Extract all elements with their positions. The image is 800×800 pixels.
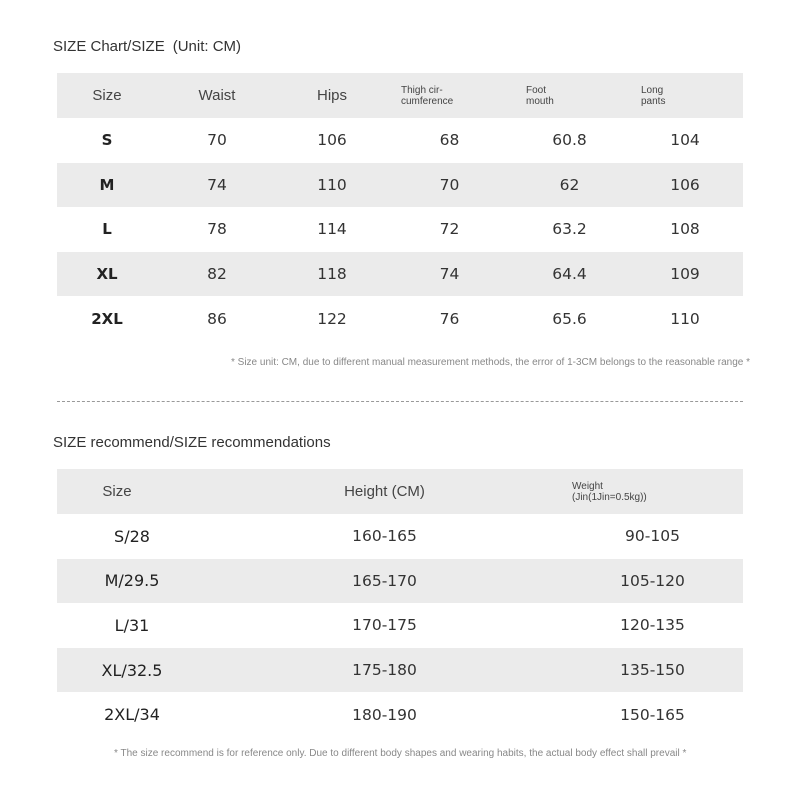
table-row xyxy=(57,252,743,297)
header-pants-label: Long pants xyxy=(641,84,666,107)
measurement-cell: 76 xyxy=(439,309,460,328)
header-thigh-label: Thigh cir- cumference xyxy=(401,84,454,107)
measurement-cell: 74 xyxy=(207,175,227,194)
measurement-cell: 78 xyxy=(207,220,227,239)
size-recommend-header-row xyxy=(57,469,743,514)
measurement-cell: 106 xyxy=(317,131,347,150)
weight-cell: 105-120 xyxy=(620,571,685,590)
size-recommend-title: SIZE recommend/SIZE recommendations xyxy=(53,434,331,451)
measurement-cell: 62 xyxy=(559,175,580,194)
table-row xyxy=(57,118,743,163)
header-size: Size xyxy=(92,87,122,104)
size-chart-note: * Size unit: CM, due to different manual measurement methods, the error of 1-3CM belongs to the reasonable range * xyxy=(231,357,750,368)
header-thigh-circumference xyxy=(387,73,512,118)
rec-header-height: Height (CM) xyxy=(344,483,425,500)
height-cell: 160-165 xyxy=(352,527,417,546)
table-row xyxy=(57,296,743,341)
measurement-cell: 106 xyxy=(670,175,700,194)
table-row xyxy=(57,648,743,693)
table-row xyxy=(57,514,743,559)
size-chart-header-row xyxy=(57,73,743,118)
table-row xyxy=(57,603,743,648)
height-cell: 180-190 xyxy=(352,705,417,724)
weight-cell: 135-150 xyxy=(620,661,685,680)
measurement-cell: 70 xyxy=(207,131,227,150)
size-cell: 2XL xyxy=(91,309,123,328)
measurement-cell: 82 xyxy=(207,265,227,284)
size-chart-table xyxy=(57,73,743,341)
weight-cell: 120-135 xyxy=(620,616,685,635)
recommend-size-cell: L/31 xyxy=(114,615,150,635)
measurement-cell: 86 xyxy=(207,309,227,328)
recommend-size-cell: M/29.5 xyxy=(104,571,160,591)
recommend-size-cell: XL/32.5 xyxy=(101,660,163,680)
size-recommend-note: * The size recommend is for reference only. Due to different body shapes and wearing habits, the actual body effect shall prevail * xyxy=(114,748,687,759)
weight-cell: 90-105 xyxy=(625,527,680,546)
size-cell: M xyxy=(99,175,115,194)
table-row xyxy=(57,692,743,737)
header-waist: Waist xyxy=(198,87,236,104)
measurement-cell: 65.6 xyxy=(552,309,587,328)
measurement-cell: 118 xyxy=(317,265,347,284)
size-chart-title-text: SIZE Chart/SIZE xyxy=(53,38,165,55)
measurement-cell: 70 xyxy=(439,175,460,194)
recommend-size-cell: S/28 xyxy=(114,526,150,546)
size-chart-unit: (Unit: CM) xyxy=(172,38,242,55)
height-cell: 170-175 xyxy=(352,616,417,635)
size-chart-title xyxy=(53,38,241,55)
measurement-cell: 114 xyxy=(317,220,347,239)
measurement-cell: 109 xyxy=(670,265,700,284)
rec-header-size: Size xyxy=(102,483,132,500)
measurement-cell: 74 xyxy=(439,265,460,284)
measurement-cell: 122 xyxy=(317,309,347,328)
measurement-cell: 110 xyxy=(317,175,347,194)
height-cell: 165-170 xyxy=(352,571,417,590)
weight-cell: 150-165 xyxy=(620,705,685,724)
size-cell: L xyxy=(102,220,112,239)
table-row xyxy=(57,559,743,604)
table-row xyxy=(57,163,743,208)
measurement-cell: 68 xyxy=(439,131,460,150)
rec-header-weight-label: Weight (Jin(1Jin=0.5kg)) xyxy=(572,480,647,503)
measurement-cell: 104 xyxy=(670,131,700,150)
measurement-cell: 63.2 xyxy=(552,220,587,239)
recommend-size-cell: 2XL/34 xyxy=(104,705,160,725)
rec-header-weight xyxy=(532,469,743,514)
measurement-cell: 72 xyxy=(439,220,460,239)
measurement-cell: 64.4 xyxy=(552,265,587,284)
size-recommend-table xyxy=(57,469,743,737)
height-cell: 175-180 xyxy=(352,661,417,680)
header-foot-label: Foot mouth xyxy=(526,84,554,107)
size-cell: S xyxy=(101,131,113,150)
header-hips: Hips xyxy=(316,87,347,104)
measurement-cell: 110 xyxy=(670,309,700,328)
table-row xyxy=(57,207,743,252)
measurement-cell: 60.8 xyxy=(552,131,587,150)
size-cell: XL xyxy=(96,265,118,284)
measurement-cell: 108 xyxy=(670,220,700,239)
header-foot-mouth xyxy=(512,73,627,118)
header-long-pants xyxy=(627,73,743,118)
section-divider xyxy=(57,401,743,402)
